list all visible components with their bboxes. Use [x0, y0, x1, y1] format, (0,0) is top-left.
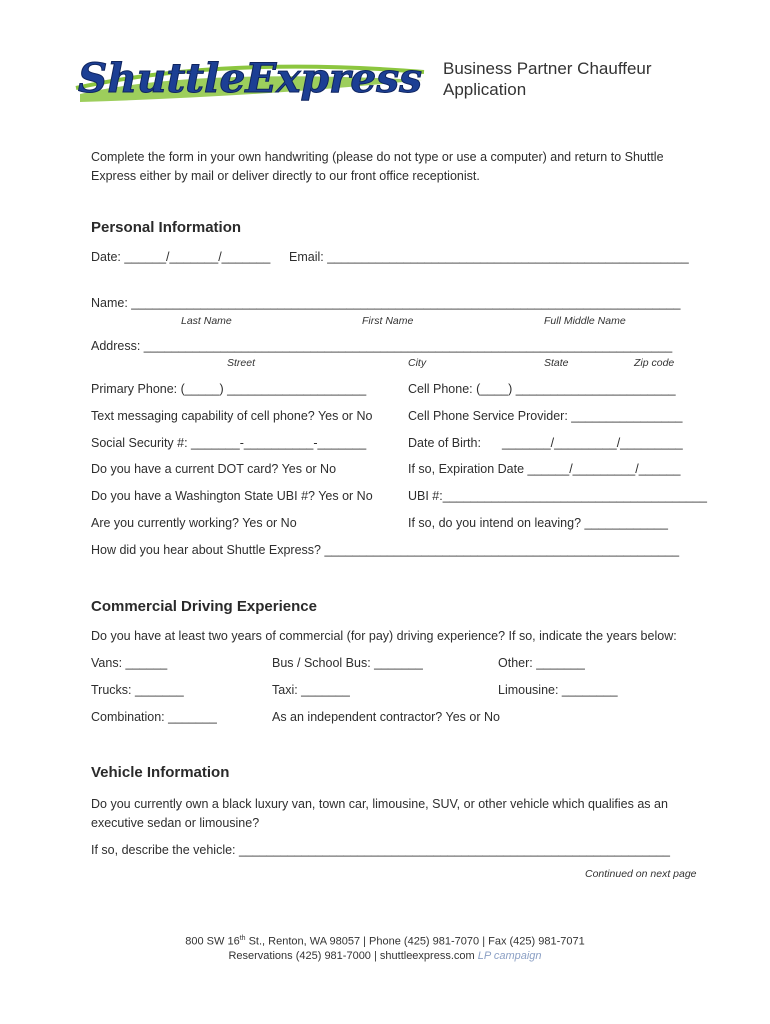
primary-phone-field[interactable]: Primary Phone: (_____) ____________________: [91, 382, 367, 396]
commercial-question: Do you have at least two years of commercial (for pay) driving experience? If so, indicate the years below:: [91, 629, 677, 643]
personal-info-heading: Personal Information: [91, 219, 242, 236]
commercial-heading: Commercial Driving Experience: [91, 598, 317, 615]
date-field[interactable]: Date: ______/_______/_______: [91, 250, 271, 264]
cell-phone-field[interactable]: Cell Phone: (____) _______________________: [408, 382, 676, 396]
vans-field[interactable]: Vans: ______: [91, 656, 168, 670]
title-line-1: Business Partner Chauffeur: [443, 59, 652, 78]
street-hint: Street: [227, 357, 256, 369]
other-field[interactable]: Other: _______: [498, 656, 585, 670]
service-provider-field[interactable]: Cell Phone Service Provider: ________________: [408, 409, 683, 423]
vehicle-description-field[interactable]: If so, describe the vehicle: ______________________________________________________________: [91, 843, 671, 857]
contractor-question[interactable]: As an independent contractor? Yes or No: [272, 710, 500, 724]
footer-address-suffix: th: [239, 935, 246, 942]
limousine-field[interactable]: Limousine: ________: [498, 683, 618, 697]
last-name-hint: Last Name: [181, 315, 232, 327]
logo-graphic: [72, 50, 428, 106]
footer-campaign: LP campaign: [477, 949, 542, 962]
leaving-field[interactable]: If so, do you intend on leaving? ____________: [408, 516, 668, 530]
bus-field[interactable]: Bus / School Bus: _______: [272, 656, 423, 670]
city-hint: City: [408, 357, 427, 369]
footer-reservations: [0, 950, 770, 962]
footer-address-rest: St., Renton, WA 98057 | Phone (425) 981-7070 | Fax (425) 981-7071: [245, 935, 585, 948]
instructions-line-2: Express either by mail or deliver directly to our front office receptionist.: [91, 169, 480, 183]
continued-note: Continued on next page: [585, 868, 697, 880]
dob-field[interactable]: _______/_________/_________: [502, 436, 683, 450]
expiration-field[interactable]: If so, Expiration Date ______/_________/______: [408, 462, 681, 476]
dot-card-question[interactable]: Do you have a current DOT card? Yes or No: [91, 462, 337, 476]
text-capability-question[interactable]: Text messaging capability of cell phone? Yes or No: [91, 409, 373, 423]
ubi-question[interactable]: Do you have a Washington State UBI #? Yes or No: [91, 489, 373, 503]
title-line-2: Application: [443, 80, 527, 99]
email-field[interactable]: Email: ____________________________________________________: [289, 250, 689, 264]
footer-address-start: 800 SW 16: [185, 935, 240, 948]
state-hint: State: [544, 357, 569, 369]
first-name-hint: First Name: [362, 315, 414, 327]
zip-hint: Zip code: [634, 357, 675, 369]
vehicle-question-line-2: executive sedan or limousine?: [91, 816, 260, 830]
taxi-field[interactable]: Taxi: _______: [272, 683, 350, 697]
footer: [0, 935, 770, 962]
company-logo: [72, 50, 428, 106]
ssn-field[interactable]: Social Security #: _______-__________-_______: [91, 436, 367, 450]
vehicle-question-line-1: Do you currently own a black luxury van, town car, limousine, SUV, or other vehicle which qualifies as an: [91, 797, 668, 811]
instructions: [91, 148, 731, 186]
instructions-line-1: Complete the form in your own handwriting (please do not type or use a computer) and return to Shuttle: [91, 150, 664, 164]
application-title: [443, 58, 743, 100]
dob-label: Date of Birth:: [408, 436, 481, 450]
hear-about-field[interactable]: How did you hear about Shuttle Express? ___________________________________________________: [91, 543, 680, 557]
middle-name-hint: Full Middle Name: [544, 315, 626, 327]
address-field[interactable]: Address: ____________________________________________________________________________: [91, 339, 673, 353]
working-question[interactable]: Are you currently working? Yes or No: [91, 516, 297, 530]
vehicle-heading: Vehicle Information: [91, 764, 230, 781]
ubi-number-field[interactable]: UBI #:______________________________________: [408, 489, 707, 503]
trucks-field[interactable]: Trucks: _______: [91, 683, 184, 697]
name-field[interactable]: Name: _______________________________________________________________________________: [91, 296, 681, 310]
combination-field[interactable]: Combination: _______: [91, 710, 217, 724]
logo-text: ShuttleExpress: [78, 55, 422, 102]
footer-reservations-text: Reservations (425) 981-7000 | shuttleexpress.com: [228, 949, 475, 962]
vehicle-question: [91, 795, 731, 833]
footer-address: [0, 935, 770, 948]
